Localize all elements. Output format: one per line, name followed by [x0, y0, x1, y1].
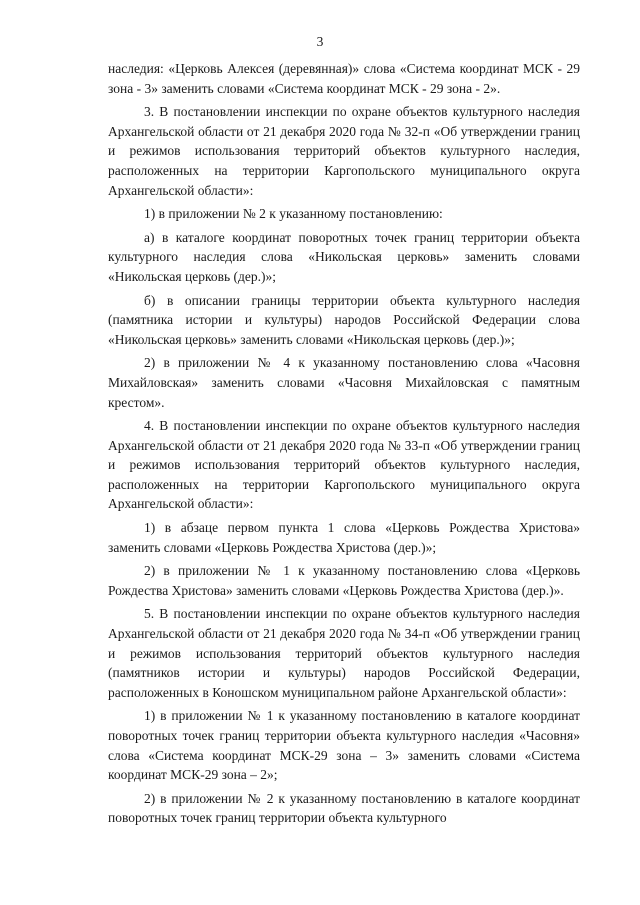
page-number: 3 — [316, 34, 324, 49]
paragraph: 2) в приложении № 1 к указанному постановлению слова «Церковь Рождества Христова» заменить словами «Церковь Рождества Христова (дер.)». — [108, 563, 580, 598]
paragraph: 4. В постановлении инспекции по охране объектов культурного наследия Архангельской области от 21 декабря 2020 года № 33-п «Об утверждении границ и режимов использования территорий объектов культурного наследия, расположенных на территории Каргопольского муниципального округа Архангельской области»: — [108, 418, 580, 512]
paragraph: 2) в приложении № 4 к указанному постановлению слова «Часовня Михайловская» заменить словами «Часовня Михайловская с памятным крестом». — [108, 355, 580, 410]
paragraph: б) в описании границы территории объекта культурного наследия (памятника истории и культуры) народов Российской Федерации слова «Никольская церковь» заменить словами «Никольская церковь (дер.)»; — [108, 292, 580, 347]
paragraph: 1) в абзаце первом пункта 1 слова «Церковь Рождества Христова» заменить словами «Церковь Рождества Христова (дер.)»; — [108, 520, 580, 555]
paragraph: 2) в приложении № 2 к указанному постановлению в каталоге координат поворотных точек границ территории объекта культурного — [108, 790, 580, 826]
paragraph: 5. В постановлении инспекции по охране объектов культурного наследия Архангельской области от 21 декабря 2020 года № 34-п «Об утверждении границ и режимов использования территорий объектов культурного наследия (памятников истории и культуры) народов Российской Федерации, расположенных в Коношском муниципальном районе Архангельской области»: — [108, 606, 580, 700]
paragraph: наследия: «Церковь Алексея (деревянная)» слова «Система координат МСК - 29 зона - 3» заменить словами «Система координат МСК - 29 зона - 2». — [108, 61, 580, 96]
paragraph: 1) в приложении № 1 к указанному постановлению в каталоге координат поворотных точек границ территории объекта культурного наследия «Часовня» слова «Система координат МСК-29 зона – 3» заменить словами «Система координат МСК-29 зона – 2»; — [108, 708, 580, 783]
paragraph: а) в каталоге координат поворотных точек границ территории объекта культурного наследия слова «Никольская церковь» заменить словами «Никольская церковь (дер.)»; — [108, 229, 580, 284]
paragraph: 3. В постановлении инспекции по охране объектов культурного наследия Архангельской области от 21 декабря 2020 года № 32-п «Об утверждении границ и режимов использования территорий объектов культурного наследия, расположенных на территории Каргопольского муниципального округа Архангельской области»: — [108, 104, 580, 198]
document-body — [108, 59, 580, 832]
paragraph: 1) в приложении № 2 к указанному постановлению: — [144, 206, 443, 222]
